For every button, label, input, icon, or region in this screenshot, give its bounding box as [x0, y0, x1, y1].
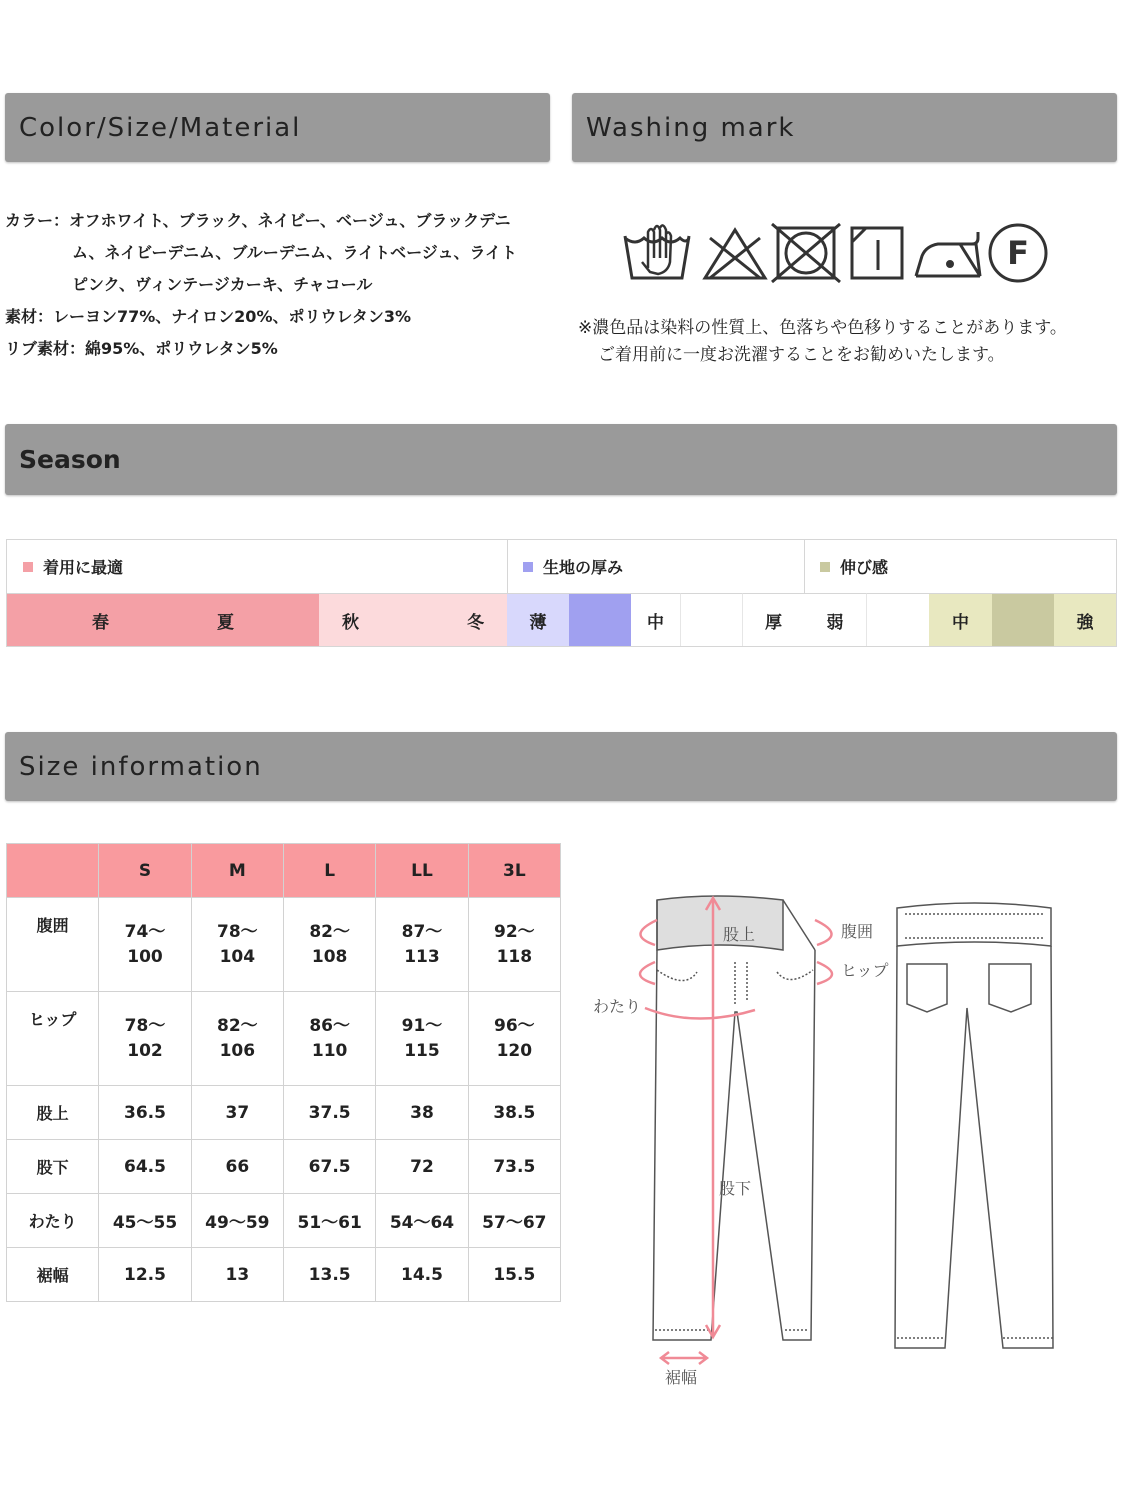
- fit-legend-swatch: [23, 562, 33, 572]
- rise-label: 股上: [723, 925, 756, 944]
- table-cell: 45～55: [99, 1194, 191, 1248]
- table-row: [7, 1248, 561, 1302]
- season-group-stretch: [804, 540, 1116, 593]
- season-cell-winter: 冬: [444, 593, 507, 646]
- hand-wash-icon: [625, 225, 689, 278]
- color-list-line-1: カラー：オフホワイト、ブラック、ネイビー、ベージュ、ブラックデニ: [5, 211, 511, 230]
- stretch-cell-medium: 中: [929, 593, 992, 646]
- table-cell: 51～61: [283, 1194, 375, 1248]
- size-col-header-m: M: [191, 844, 283, 898]
- rib-composition: リブ素材：綿95%、ポリウレタン5%: [5, 339, 278, 358]
- season-group-fit: [7, 540, 507, 593]
- color-list-line-3: ピンク、ヴィンテージカーキ、チャコール: [72, 275, 373, 294]
- table-cell: 12.5: [99, 1248, 191, 1302]
- thickness-cell-thin: 薄: [507, 593, 569, 646]
- stretch-legend-swatch: [820, 562, 830, 572]
- table-cell: 66: [191, 1140, 283, 1194]
- hip-label: ヒップ: [841, 961, 889, 980]
- season-group-thickness: [507, 540, 804, 593]
- table-cell: 87～ 113: [376, 898, 468, 992]
- row-label-hem: 裾幅: [7, 1248, 99, 1302]
- season-cell: [132, 593, 194, 646]
- back-pants-illustration: [895, 903, 1053, 1348]
- table-cell: 37: [191, 1086, 283, 1140]
- season-cell-spring: 春: [69, 593, 132, 646]
- size-col-header-s: S: [99, 844, 191, 898]
- season-cell-summer: 夏: [194, 593, 257, 646]
- dry-clean-letter: F: [1007, 234, 1029, 272]
- thickness-cell: [569, 593, 631, 646]
- table-cell: 37.5: [283, 1086, 375, 1140]
- row-label-inseam: 股下: [7, 1140, 99, 1194]
- size-col-header: [7, 844, 99, 898]
- season-cell-autumn: 秋: [319, 593, 382, 646]
- waist-label: 腹囲: [841, 922, 874, 941]
- table-row: [7, 1086, 561, 1140]
- stretch-cell: [866, 593, 929, 646]
- pants-measurement-diagram: [585, 880, 1085, 1400]
- section-header-color-size-material: Color/Size/Material: [5, 93, 550, 162]
- stretch-cell-weak: 弱: [804, 593, 866, 646]
- table-cell: 13.5: [283, 1248, 375, 1302]
- size-col-header-3l: 3L: [468, 844, 560, 898]
- size-table-header-row: [7, 844, 561, 898]
- stretch-cell: [992, 593, 1054, 646]
- season-table: [6, 539, 1117, 647]
- inseam-label: 股下: [719, 1179, 752, 1198]
- thickness-cell-thick: 厚: [742, 593, 804, 646]
- stretch-cell-strong: 強: [1054, 593, 1116, 646]
- table-cell: 92～ 118: [468, 898, 560, 992]
- row-label-thigh: わたり: [7, 1194, 99, 1248]
- no-tumble-dry-icon: [772, 224, 840, 282]
- table-cell: 91～ 115: [376, 992, 468, 1086]
- season-cell: [382, 593, 444, 646]
- row-label-waist: 腹囲: [7, 898, 99, 992]
- table-cell: 96～ 120: [468, 992, 560, 1086]
- front-pants-illustration: [653, 896, 815, 1340]
- fit-group-label: 着用に最適: [43, 558, 124, 577]
- thickness-group-label: 生地の厚み: [543, 558, 624, 577]
- section-header-washing-mark: Washing mark: [572, 93, 1117, 162]
- no-bleach-icon: [705, 230, 765, 278]
- table-row: [7, 1140, 561, 1194]
- thickness-legend-swatch: [523, 562, 533, 572]
- season-cell: [7, 593, 69, 646]
- thickness-cell: [680, 593, 742, 646]
- table-cell: 64.5: [99, 1140, 191, 1194]
- table-row: [7, 992, 561, 1086]
- row-label-rise: 股上: [7, 1086, 99, 1140]
- iron-low-icon: [916, 232, 980, 276]
- size-col-header-ll: LL: [376, 844, 468, 898]
- row-label-hip: ヒップ: [7, 992, 99, 1086]
- stretch-group-label: 伸び感: [840, 558, 889, 577]
- table-cell: 78～ 104: [191, 898, 283, 992]
- table-cell: 67.5: [283, 1140, 375, 1194]
- table-cell: 13: [191, 1248, 283, 1302]
- dry-clean-f-icon: [990, 225, 1046, 281]
- size-table: [6, 843, 561, 1302]
- table-cell: 73.5: [468, 1140, 560, 1194]
- thickness-cell-medium: 中: [631, 593, 680, 646]
- table-cell: 82～ 106: [191, 992, 283, 1086]
- washing-note-line-2: ご着用前に一度お洗濯することをお勧めいたします。: [598, 345, 1005, 365]
- thigh-label: わたり: [593, 997, 642, 1016]
- table-cell: 57～67: [468, 1194, 560, 1248]
- table-cell: 15.5: [468, 1248, 560, 1302]
- table-cell: 38.5: [468, 1086, 560, 1140]
- size-col-header-l: L: [283, 844, 375, 898]
- section-header-size-information: Size information: [5, 732, 1117, 801]
- table-cell: 74～ 100: [99, 898, 191, 992]
- table-cell: 78～ 102: [99, 992, 191, 1086]
- table-cell: 36.5: [99, 1086, 191, 1140]
- table-cell: 49～59: [191, 1194, 283, 1248]
- washing-icons: [620, 218, 1060, 288]
- hem-label: 裾幅: [665, 1368, 698, 1387]
- fabric-composition: 素材：レーヨン77%、ナイロン20%、ポリウレタン3%: [5, 307, 411, 326]
- table-row: [7, 1194, 561, 1248]
- section-header-season: Season: [5, 424, 1117, 495]
- table-cell: 86～ 110: [283, 992, 375, 1086]
- table-cell: 82～ 108: [283, 898, 375, 992]
- washing-note-line-1: ※濃色品は染料の性質上、色落ちや色移りすることがあります。: [578, 318, 1067, 338]
- table-cell: 72: [376, 1140, 468, 1194]
- table-cell: 38: [376, 1086, 468, 1140]
- table-cell: 14.5: [376, 1248, 468, 1302]
- table-cell: 54～64: [376, 1194, 468, 1248]
- line-dry-shade-icon: [852, 228, 902, 278]
- color-list-line-2: ム、ネイビーデニム、ブルーデニム、ライトベージュ、ライト: [72, 243, 517, 262]
- measurement-arrows: [640, 898, 832, 1364]
- season-cell: [257, 593, 319, 646]
- table-row: [7, 898, 561, 992]
